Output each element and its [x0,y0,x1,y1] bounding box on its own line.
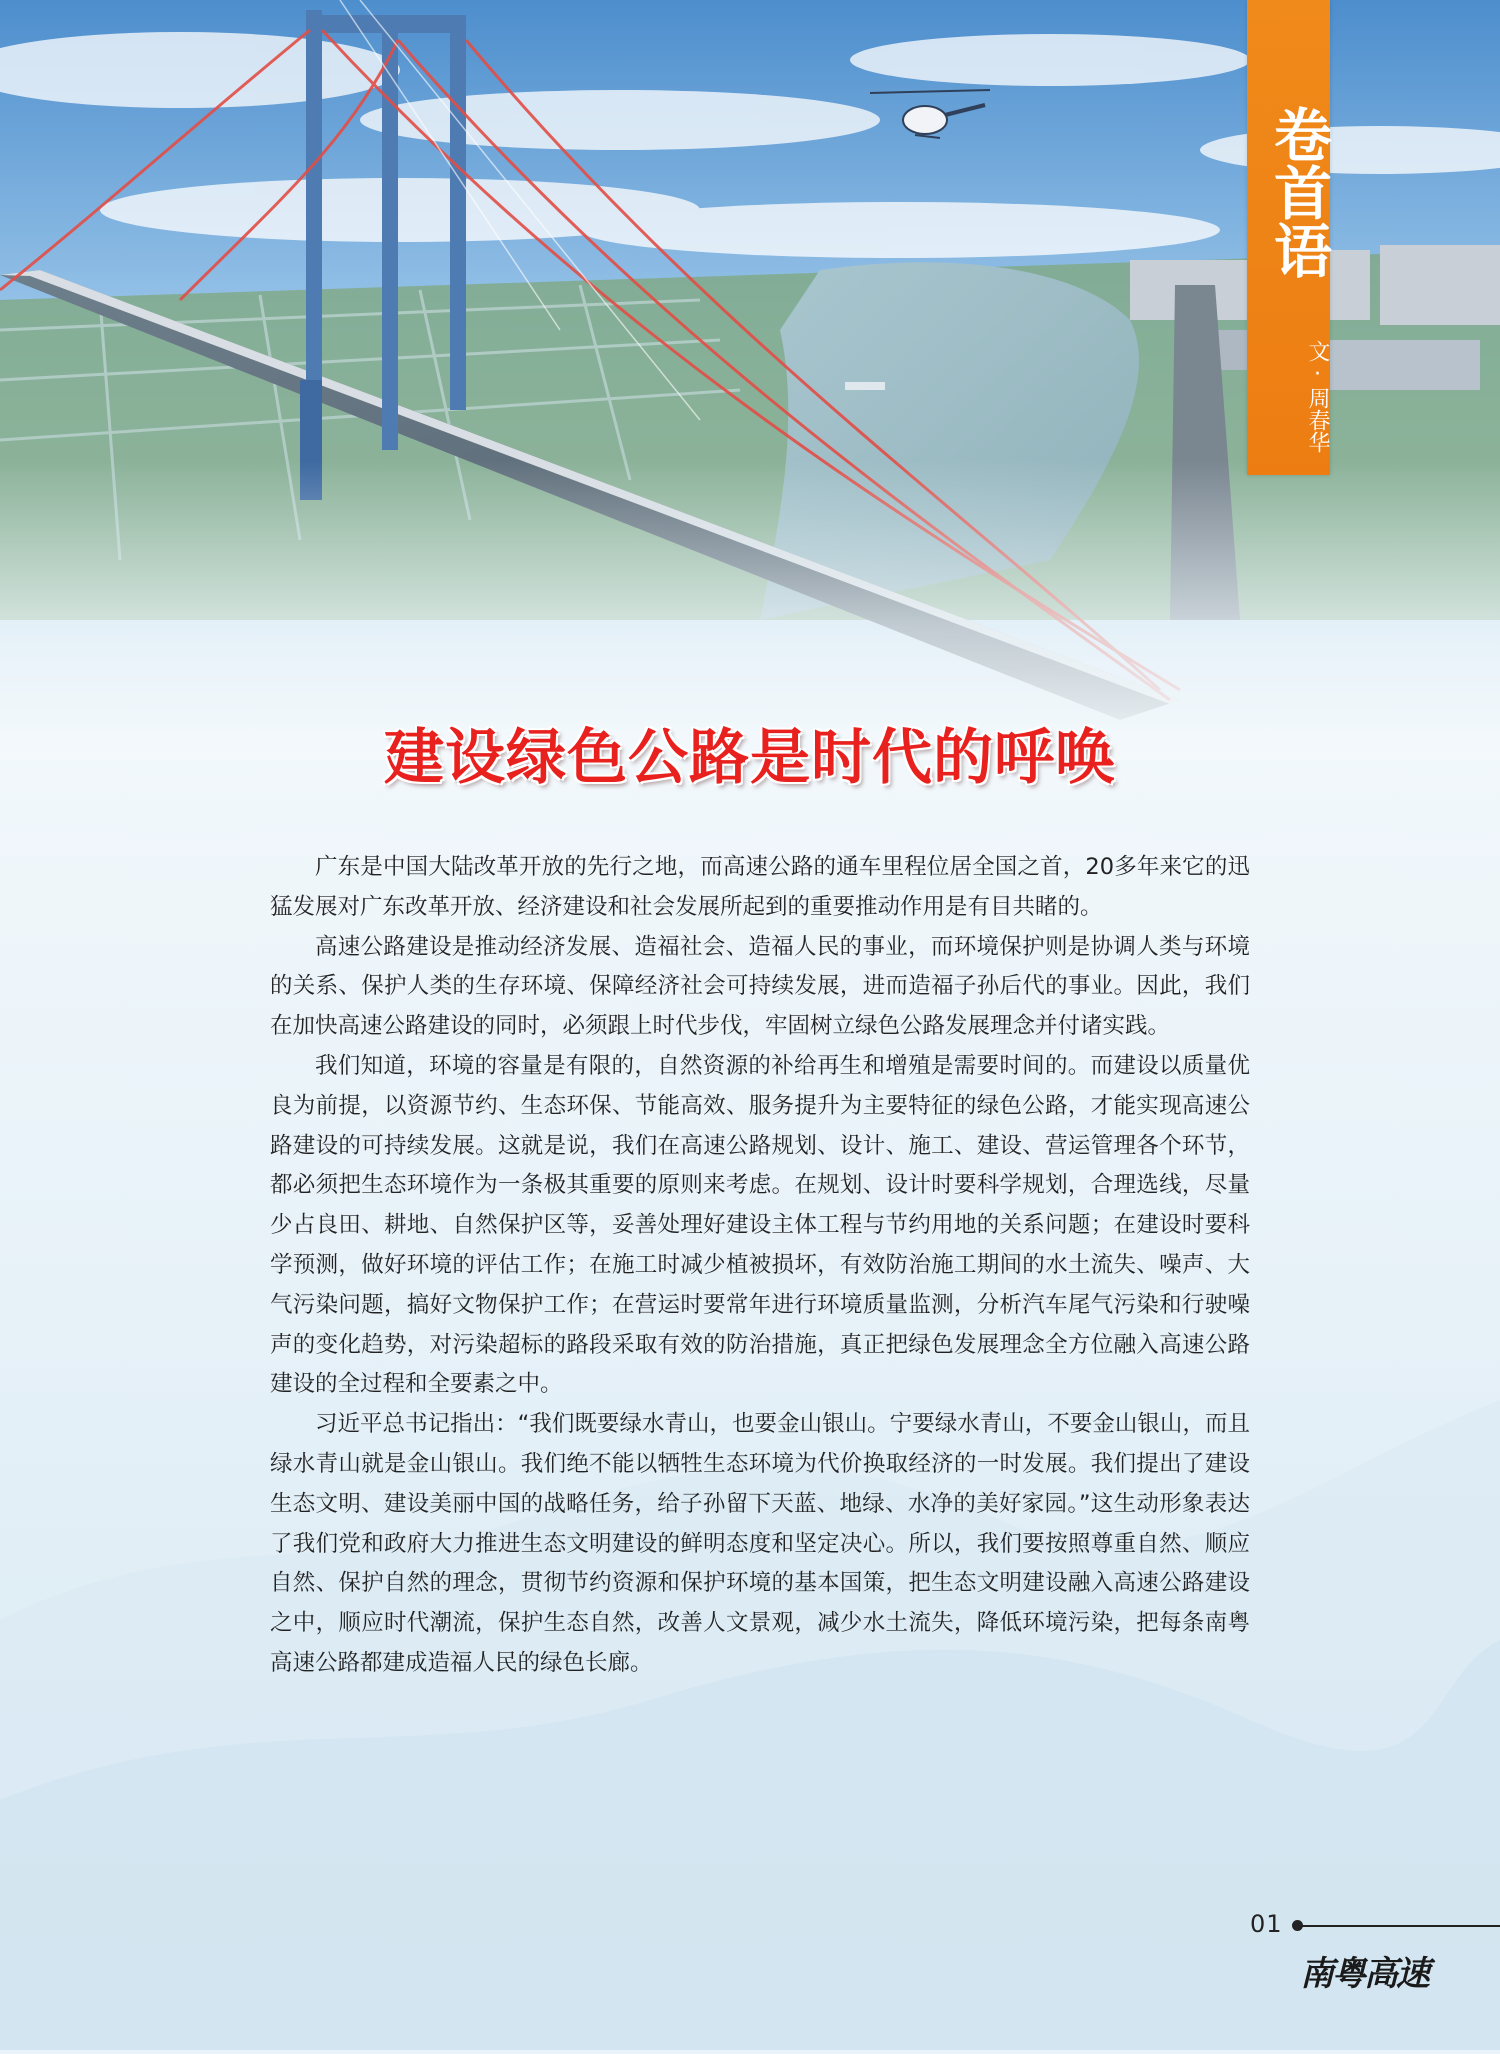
footer-rule [1298,1925,1500,1927]
article-paragraph: 我们知道，环境的容量是有限的，自然资源的补给再生和增殖是需要时间的。而建设以质量优良为前提，以资源节约、生态环保、节能高效、服务提升为主要特征的绿色公路，才能实现高速公路建设的可持续发展。这就是说，我们在高速公路规划、设计、施工、建设、营运管理各个环节，都必须把生态环境作为一条极其重要的原则来考虑。在规划、设计时要科学规划，合理选线，尽量少占良田、耕地、自然保护区等，妥善处理好建设主体工程与节约用地的关系问题；在建设时要科学预测，做好环境的评估工作；在施工时减少植被损坏，有效防治施工期间的水土流失、噪声、大气污染问题，搞好文物保护工作；在营运时要常年进行环境质量监测，分析汽车尾气污染和行驶噪声的变化趋势，对污染超标的路段采取有效的防治措施，真正把绿色发展理念全方位融入高速公路建设的全过程和全要素之中。 [270,1052,1250,1398]
column-name: 卷首语 [1264,105,1332,279]
magazine-logo: 南粤高速 [1300,1954,1428,1994]
article-paragraph: 高速公路建设是推动经济发展、造福社会、造福人民的事业，而环境保护则是协调人类与环境的关系、保护人类的生存环境、保障经济社会可持续发展，进而造福子孙后代的事业。因此，我们在加快高速公路建设的同时，必须跟上时代步伐，牢固树立绿色公路发展理念并付诸实践。 [270,933,1250,1040]
article-body [270,848,1250,1684]
page-number: 01 [1250,1910,1283,1938]
article-paragraph: 广东是中国大陆改革开放的先行之地，而高速公路的通车里程位居全国之首，20多年来它的迅猛发展对广东改革开放、经济建设和社会发展所起到的重要推动作用是有目共睹的。 [270,854,1250,920]
author-byline: 文·周春华 [1305,340,1330,453]
column-tag [1247,0,1330,475]
article-paragraph: 习近平总书记指出：“我们既要绿水青山，也要金山银山。宁要绿水青山，不要金山银山，而且绿水青山就是金山银山。我们绝不能以牺牲生态环境为代价换取经济的一时发展。我们提出了建设生态文明、建设美丽中国的战略任务，给子孙留下天蓝、地绿、水净的美好家园。”这生动形象表达了我们党和政府大力推进生态文明建设的鲜明态度和坚定决心。所以，我们要按照尊重自然、顺应自然、保护自然的理念，贯彻节约资源和保护环境的基本国策，把生态文明建设融入高速公路建设之中，顺应时代潮流，保护生态自然，改善人文景观，减少水土流失，降低环境污染，把每条南粤高速公路都建成造福人民的绿色长廊。 [270,1411,1250,1676]
article-title: 建设绿色公路是时代的呼唤 [384,723,1116,793]
